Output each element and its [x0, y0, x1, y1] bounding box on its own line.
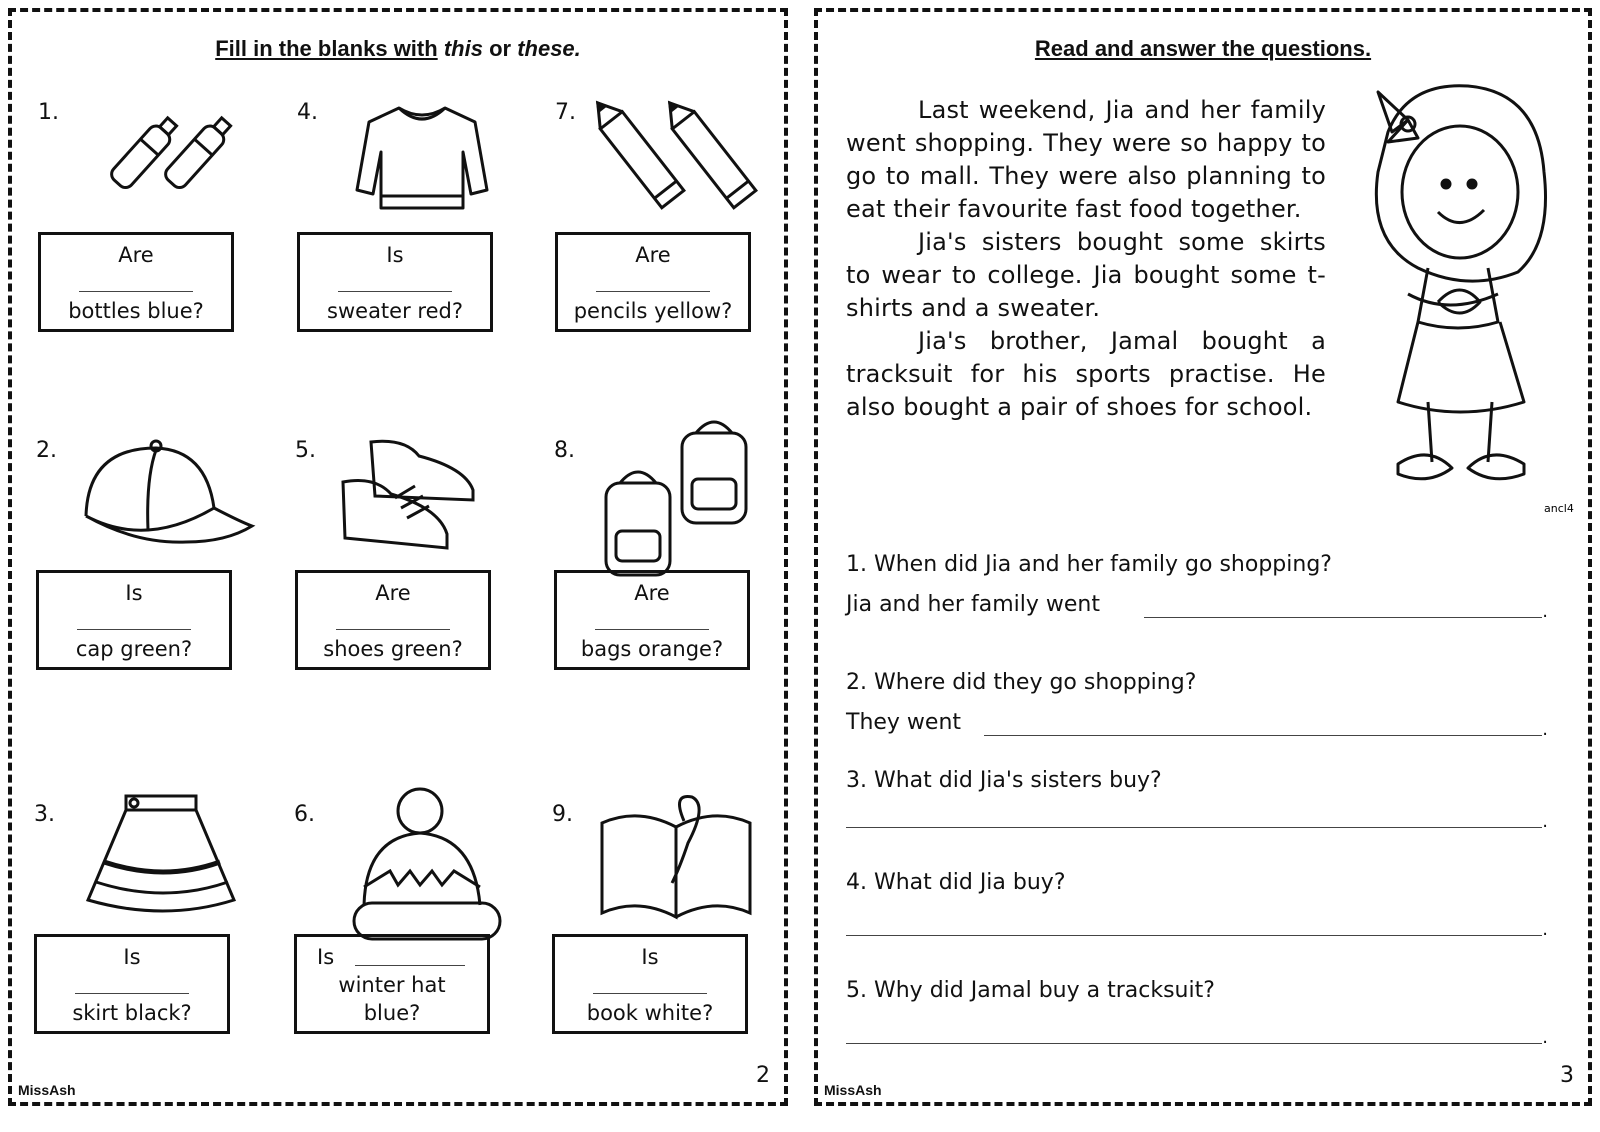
answer-4-period: . — [1542, 919, 1548, 940]
answer-box — [295, 570, 491, 670]
blank-line[interactable] — [593, 993, 707, 994]
box-question-line1: winter hat — [338, 973, 446, 997]
exercise-item-6 — [294, 802, 544, 1132]
left-page-title — [12, 36, 784, 62]
answer-4-line[interactable] — [846, 935, 1542, 936]
answer-2 — [846, 710, 1548, 740]
box-question-line2: blue? — [363, 1001, 421, 1025]
answer-box — [34, 934, 230, 1034]
item-number: 5. — [295, 438, 316, 463]
blank-line[interactable] — [338, 291, 452, 292]
title-prefix: Fill in the blanks with — [215, 36, 438, 61]
answer-box — [552, 934, 748, 1034]
box-verb: Is — [386, 243, 404, 267]
artist-signature: ancl4 — [1544, 502, 1574, 515]
box-verb: Are — [118, 243, 154, 267]
answer-2-prefix: They went — [846, 710, 962, 735]
brand-logo-text: MissAsh — [18, 1082, 76, 1098]
brand-logo-text: MissAsh — [824, 1082, 882, 1098]
box-verb: Is — [125, 581, 143, 605]
exercise-item-1 — [38, 100, 288, 430]
title-this: this — [443, 36, 483, 61]
box-verb: Is — [641, 945, 659, 969]
answer-1-line[interactable] — [1144, 617, 1542, 618]
answer-box — [555, 232, 751, 332]
box-question: book white? — [586, 1001, 714, 1025]
answer-box — [297, 232, 493, 332]
right-page-title — [818, 36, 1588, 62]
item-number: 8. — [554, 438, 575, 463]
exercise-item-8 — [554, 438, 804, 768]
box-verb: Are — [635, 243, 671, 267]
answer-4 — [846, 910, 1548, 940]
box-verb: Are — [634, 581, 670, 605]
box-question: pencils yellow? — [573, 299, 733, 323]
answer-3 — [846, 802, 1548, 832]
item-number: 1. — [38, 100, 59, 125]
item-number: 7. — [555, 100, 576, 125]
box-verb: Is — [317, 945, 335, 969]
cap-icon — [76, 438, 246, 558]
answer-1 — [846, 592, 1548, 622]
blank-line[interactable] — [336, 629, 450, 630]
exercise-item-5 — [295, 438, 545, 768]
girl-holding-heart-icon — [1348, 72, 1574, 522]
exercise-item-4 — [297, 100, 547, 430]
answer-box — [36, 570, 232, 670]
item-number: 2. — [36, 438, 57, 463]
question-3: 3. What did Jia's sisters buy? — [846, 768, 1162, 793]
page-number: 2 — [756, 1063, 770, 1088]
box-question: shoes green? — [323, 637, 463, 661]
item-number: 9. — [552, 802, 573, 827]
box-verb: Is — [123, 945, 141, 969]
winter-hat-icon — [334, 752, 504, 922]
book-icon — [592, 772, 762, 922]
title-or: or — [489, 36, 512, 61]
answer-box — [554, 570, 750, 670]
answer-2-line[interactable] — [984, 735, 1542, 736]
blank-line[interactable] — [595, 629, 709, 630]
pencils-icon — [595, 100, 765, 220]
question-1: 1. When did Jia and her family go shopping? — [846, 552, 1332, 577]
exercise-item-2 — [36, 438, 286, 768]
answer-1-period: . — [1542, 601, 1548, 622]
sweater-icon — [337, 100, 507, 220]
left-worksheet-page — [8, 8, 788, 1106]
reading-passage — [846, 94, 1326, 424]
box-question: bottles blue? — [68, 299, 204, 323]
box-question: skirt black? — [72, 1001, 192, 1025]
blank-line[interactable] — [77, 629, 191, 630]
title-text: Read and answer the questions. — [1034, 36, 1372, 61]
story-paragraph-3: Jia's brother, Jamal bought a tracksuit for his sports practise. He also bought a pair of shoes for school. — [846, 327, 1326, 421]
shoes-icon — [335, 438, 505, 558]
story-paragraph-1: Last weekend, Jia and her family went shopping. They were so happy to go to mall. They were also planning to eat their favourite fast food together. — [846, 96, 1326, 223]
page-number: 3 — [1560, 1063, 1574, 1088]
item-number: 6. — [294, 802, 315, 827]
blank-line[interactable] — [355, 965, 465, 966]
exercise-item-7 — [555, 100, 805, 430]
title-these: these. — [517, 36, 581, 61]
box-question: sweater red? — [327, 299, 463, 323]
item-number: 3. — [34, 802, 55, 827]
question-4: 4. What did Jia buy? — [846, 870, 1066, 895]
answer-5 — [846, 1018, 1548, 1048]
bottles-icon — [78, 100, 248, 220]
question-2: 2. Where did they go shopping? — [846, 670, 1197, 695]
blank-line[interactable] — [79, 291, 193, 292]
answer-2-period: . — [1542, 719, 1548, 740]
right-worksheet-page — [814, 8, 1592, 1106]
answer-box — [294, 934, 490, 1034]
answer-3-line[interactable] — [846, 827, 1542, 828]
answer-5-period: . — [1542, 1027, 1548, 1048]
question-5: 5. Why did Jamal buy a tracksuit? — [846, 978, 1215, 1003]
bags-icon — [594, 388, 764, 558]
box-question: cap green? — [75, 637, 193, 661]
item-number: 4. — [297, 100, 318, 125]
story-paragraph-2: Jia's sisters bought some skirts to wear to college. Jia bought some t-shirts and a sweater. — [846, 228, 1326, 322]
answer-5-line[interactable] — [846, 1043, 1542, 1044]
answer-3-period: . — [1542, 811, 1548, 832]
box-question: bags orange? — [580, 637, 724, 661]
answer-1-prefix: Jia and her family went — [846, 592, 1100, 617]
answer-box — [38, 232, 234, 332]
blank-line[interactable] — [596, 291, 710, 292]
blank-line[interactable] — [75, 993, 189, 994]
box-verb: Are — [375, 581, 411, 605]
skirt-icon — [74, 762, 244, 922]
